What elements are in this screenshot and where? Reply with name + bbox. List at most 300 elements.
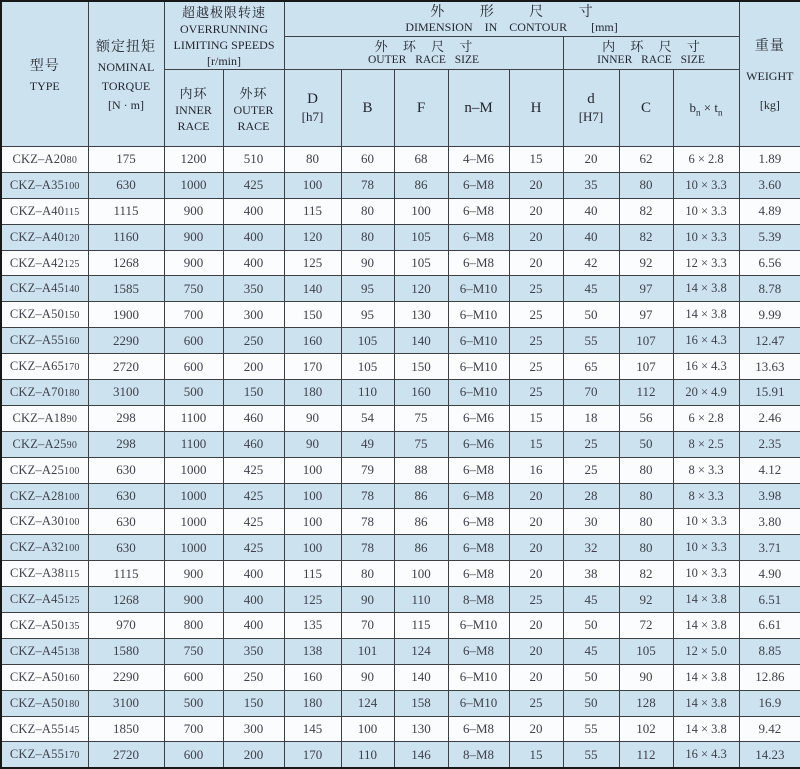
- type-sub: 145: [64, 724, 80, 736]
- cell-inner_speed: 1100: [164, 431, 223, 457]
- cell-bt: 20 × 4.9: [673, 380, 739, 406]
- cell-weight: 3.80: [739, 509, 800, 535]
- cell-F: 86: [394, 172, 448, 198]
- cell-H: 20: [509, 250, 563, 276]
- type-main: CKZ–A20: [12, 151, 67, 166]
- cell-torque: 1268: [88, 250, 164, 276]
- cell-bt: 8 × 3.3: [673, 483, 739, 509]
- cell-B: 79: [341, 457, 394, 483]
- cell-d: 38: [563, 561, 619, 587]
- cell-nM: 6–M10: [448, 690, 509, 716]
- cell-C: 107: [619, 354, 673, 380]
- cell-B: 90: [341, 250, 394, 276]
- type-main: CKZ–A32: [9, 540, 65, 555]
- cell-weight: 1.89: [739, 147, 800, 173]
- cell-torque: 1160: [88, 224, 164, 250]
- cell-F: 105: [394, 250, 448, 276]
- cell-nM: 6–M8: [448, 224, 509, 250]
- cell-C: 80: [619, 172, 673, 198]
- cell-C: 82: [619, 224, 673, 250]
- cell-D: 140: [284, 276, 341, 302]
- header-inner-race: [164, 70, 223, 147]
- cell-bt: 8 × 2.5: [673, 431, 739, 457]
- cell-torque: 630: [88, 535, 164, 561]
- cell-F: 75: [394, 431, 448, 457]
- cell-d: 20: [563, 147, 619, 173]
- cell-torque: 298: [88, 431, 164, 457]
- cell-type: [1, 457, 88, 483]
- cell-F: 130: [394, 302, 448, 328]
- type-main: CKZ–A45: [9, 281, 65, 296]
- type-sub: 125: [64, 595, 80, 607]
- type-sub: 100: [64, 491, 80, 503]
- cell-type: [1, 613, 88, 639]
- cell-d: 32: [563, 535, 619, 561]
- type-sub: 160: [64, 336, 80, 348]
- cell-type: [1, 250, 88, 276]
- cell-H: 20: [509, 535, 563, 561]
- cell-D: 120: [284, 224, 341, 250]
- cell-bt: 14 × 3.8: [673, 613, 739, 639]
- cell-F: 105: [394, 224, 448, 250]
- cell-d: 35: [563, 172, 619, 198]
- cell-F: 130: [394, 716, 448, 742]
- cell-bt: 14 × 3.8: [673, 276, 739, 302]
- cell-d: 40: [563, 198, 619, 224]
- cell-bt: 10 × 3.3: [673, 509, 739, 535]
- cell-C: 82: [619, 198, 673, 224]
- cell-weight: 16.9: [739, 690, 800, 716]
- cell-torque: 1268: [88, 587, 164, 613]
- cell-D: 145: [284, 716, 341, 742]
- cell-d: 70: [563, 380, 619, 406]
- header-type-zh: 型号: [29, 58, 60, 74]
- cell-outer_speed: 400: [223, 250, 284, 276]
- cell-F: 75: [394, 405, 448, 431]
- cell-weight: 9.99: [739, 302, 800, 328]
- cell-nM: 6–M6: [448, 405, 509, 431]
- cell-d: 45: [563, 587, 619, 613]
- cell-inner_speed: 500: [164, 690, 223, 716]
- type-main: CKZ–A30: [9, 514, 65, 529]
- cell-weight: 13.63: [739, 354, 800, 380]
- cell-H: 25: [509, 302, 563, 328]
- cell-F: 158: [394, 690, 448, 716]
- header-dimension-contour: [284, 1, 739, 37]
- cell-weight: 9.42: [739, 716, 800, 742]
- cell-inner_speed: 750: [164, 638, 223, 664]
- cell-type: [1, 328, 88, 354]
- cell-outer_speed: 425: [223, 457, 284, 483]
- cell-torque: 2290: [88, 664, 164, 690]
- header-weight-en: WEIGHT: [746, 69, 794, 83]
- cell-B: 101: [341, 638, 394, 664]
- cell-torque: 1900: [88, 302, 164, 328]
- cell-nM: 6–M10: [448, 380, 509, 406]
- cell-B: 95: [341, 276, 394, 302]
- cell-H: 25: [509, 380, 563, 406]
- cell-H: 25: [509, 276, 563, 302]
- type-main: CKZ–A55: [9, 721, 65, 736]
- cell-type: [1, 716, 88, 742]
- cell-inner_speed: 700: [164, 716, 223, 742]
- cell-C: 50: [619, 431, 673, 457]
- cell-D: 90: [284, 405, 341, 431]
- type-sub: 180: [64, 698, 80, 710]
- cell-weight: 2.35: [739, 431, 800, 457]
- cell-type: [1, 690, 88, 716]
- cell-D: 100: [284, 535, 341, 561]
- cell-weight: 12.86: [739, 664, 800, 690]
- header-weight-zh: 重量: [754, 39, 785, 54]
- cell-d: 55: [563, 328, 619, 354]
- cell-bt: 14 × 3.8: [673, 690, 739, 716]
- header-outer-race-en1: OUTER: [233, 102, 274, 117]
- type-sub: 160: [64, 672, 80, 684]
- cell-F: 86: [394, 509, 448, 535]
- cell-outer_speed: 200: [223, 742, 284, 768]
- table-row: [1, 664, 800, 690]
- cell-type: [1, 276, 88, 302]
- cell-C: 112: [619, 380, 673, 406]
- cell-bt: 6 × 2.8: [673, 147, 739, 173]
- cell-nM: 6–M10: [448, 302, 509, 328]
- header-dimension-en: DIMENSION IN CONTOUR [mm]: [405, 19, 618, 34]
- cell-outer_speed: 425: [223, 172, 284, 198]
- cell-D: 170: [284, 742, 341, 768]
- table-row: [1, 147, 800, 173]
- cell-inner_speed: 900: [164, 587, 223, 613]
- cell-nM: 6–M8: [448, 250, 509, 276]
- cell-B: 78: [341, 509, 394, 535]
- cell-inner_speed: 900: [164, 250, 223, 276]
- cell-outer_speed: 250: [223, 664, 284, 690]
- type-sub: 138: [64, 646, 80, 658]
- type-main: CKZ–A25: [12, 436, 67, 451]
- table-row: [1, 405, 800, 431]
- cell-outer_speed: 400: [223, 198, 284, 224]
- cell-D: 135: [284, 613, 341, 639]
- header-outer-size-zh: 外 环 尺 寸: [374, 38, 479, 54]
- cell-B: 70: [341, 613, 394, 639]
- cell-nM: 6–M8: [448, 509, 509, 535]
- cell-inner_speed: 900: [164, 561, 223, 587]
- cell-weight: 4.12: [739, 457, 800, 483]
- cell-B: 110: [341, 742, 394, 768]
- cell-inner_speed: 900: [164, 198, 223, 224]
- cell-type: [1, 354, 88, 380]
- cell-type: [1, 302, 88, 328]
- type-main: CKZ–A70: [9, 384, 65, 399]
- type-main: CKZ–A50: [9, 307, 65, 322]
- cell-nM: 6–M8: [448, 457, 509, 483]
- cell-bt: 10 × 3.3: [673, 535, 739, 561]
- type-main: CKZ–A45: [9, 592, 65, 607]
- cell-H: 20: [509, 613, 563, 639]
- cell-outer_speed: 400: [223, 224, 284, 250]
- header-dimension-unit: [mm]: [591, 19, 618, 34]
- type-main: CKZ–A25: [9, 462, 65, 477]
- type-main: CKZ–A38: [10, 566, 65, 581]
- cell-weight: 4.89: [739, 198, 800, 224]
- cell-H: 25: [509, 354, 563, 380]
- table-row: [1, 380, 800, 406]
- cell-inner_speed: 1000: [164, 535, 223, 561]
- cell-D: 160: [284, 664, 341, 690]
- header-nominal-torque: [88, 1, 164, 147]
- cell-d: 28: [563, 483, 619, 509]
- cell-inner_speed: 700: [164, 302, 223, 328]
- cell-bt: 6 × 2.8: [673, 405, 739, 431]
- cell-inner_speed: 600: [164, 742, 223, 768]
- table-row: [1, 354, 800, 380]
- header-torque-unit: [N · m]: [108, 97, 144, 112]
- cell-B: 54: [341, 405, 394, 431]
- cell-inner_speed: 1000: [164, 457, 223, 483]
- cell-outer_speed: 300: [223, 302, 284, 328]
- cell-type: [1, 535, 88, 561]
- cell-C: 80: [619, 535, 673, 561]
- cell-d: 55: [563, 742, 619, 768]
- header-inner-size-zh: 内 环 尺 寸: [602, 38, 706, 54]
- cell-F: 115: [394, 613, 448, 639]
- cell-H: 16: [509, 457, 563, 483]
- cell-H: 20: [509, 561, 563, 587]
- cell-outer_speed: 425: [223, 483, 284, 509]
- cell-H: 20: [509, 172, 563, 198]
- table-row: [1, 198, 800, 224]
- cell-H: 25: [509, 587, 563, 613]
- cell-torque: 2720: [88, 742, 164, 768]
- header-weight-unit: [kg]: [759, 98, 780, 112]
- cell-H: 20: [509, 716, 563, 742]
- cell-torque: 630: [88, 172, 164, 198]
- cell-d: 18: [563, 405, 619, 431]
- cell-F: 100: [394, 198, 448, 224]
- cell-bt: 16 × 4.3: [673, 742, 739, 768]
- type-sub: 100: [64, 180, 80, 192]
- header-col-F: F: [394, 70, 448, 147]
- cell-F: 86: [394, 483, 448, 509]
- cell-weight: 3.60: [739, 172, 800, 198]
- type-main: CKZ–A50: [9, 617, 65, 632]
- table-body: [1, 147, 800, 768]
- cell-weight: 8.78: [739, 276, 800, 302]
- cell-nM: 6–M8: [448, 716, 509, 742]
- cell-weight: 3.98: [739, 483, 800, 509]
- cell-F: 88: [394, 457, 448, 483]
- cell-D: 115: [284, 198, 341, 224]
- cell-bt: 14 × 3.8: [673, 716, 739, 742]
- cell-F: 100: [394, 561, 448, 587]
- cell-B: 100: [341, 716, 394, 742]
- cell-torque: 970: [88, 613, 164, 639]
- header-torque-zh: 额定扭矩: [96, 39, 156, 55]
- type-main: CKZ–A50: [9, 669, 65, 684]
- cell-D: 180: [284, 690, 341, 716]
- cell-weight: 5.39: [739, 224, 800, 250]
- cell-H: 15: [509, 147, 563, 173]
- type-sub: 150: [64, 310, 80, 322]
- cell-C: 97: [619, 302, 673, 328]
- cell-nM: 6–M8: [448, 172, 509, 198]
- cell-torque: 1115: [88, 561, 164, 587]
- cell-H: 20: [509, 664, 563, 690]
- cell-F: 110: [394, 587, 448, 613]
- table-row: [1, 613, 800, 639]
- cell-nM: 6–M6: [448, 431, 509, 457]
- cell-torque: 2290: [88, 328, 164, 354]
- header-overrun-unit: [r/min]: [207, 54, 241, 68]
- cell-C: 112: [619, 742, 673, 768]
- cell-H: 15: [509, 431, 563, 457]
- cell-B: 78: [341, 172, 394, 198]
- cell-torque: 1850: [88, 716, 164, 742]
- cell-weight: 4.90: [739, 561, 800, 587]
- cell-outer_speed: 510: [223, 147, 284, 173]
- type-sub: 140: [64, 284, 80, 296]
- cell-type: [1, 638, 88, 664]
- cell-outer_speed: 150: [223, 380, 284, 406]
- cell-type: [1, 380, 88, 406]
- cell-outer_speed: 300: [223, 716, 284, 742]
- cell-nM: 4–M6: [448, 147, 509, 173]
- cell-d: 42: [563, 250, 619, 276]
- header-col-C: C: [619, 70, 673, 147]
- header-col-B: B: [341, 70, 394, 147]
- cell-B: 49: [341, 431, 394, 457]
- table-row: [1, 483, 800, 509]
- type-main: CKZ–A65: [9, 359, 65, 374]
- cell-d: 65: [563, 354, 619, 380]
- cell-d: 45: [563, 276, 619, 302]
- cell-bt: 10 × 3.3: [673, 224, 739, 250]
- header-col-D: D [h7]: [284, 70, 341, 147]
- cell-outer_speed: 250: [223, 328, 284, 354]
- cell-outer_speed: 425: [223, 509, 284, 535]
- cell-C: 102: [619, 716, 673, 742]
- cell-D: 100: [284, 172, 341, 198]
- cell-D: 80: [284, 147, 341, 173]
- cell-bt: 10 × 3.3: [673, 172, 739, 198]
- type-main: CKZ–A42: [9, 255, 65, 270]
- cell-H: 20: [509, 198, 563, 224]
- cell-bt: 14 × 3.8: [673, 302, 739, 328]
- cell-C: 80: [619, 509, 673, 535]
- type-main: CKZ–A55: [9, 333, 65, 348]
- table-row: [1, 431, 800, 457]
- table-row: [1, 690, 800, 716]
- table-row: [1, 172, 800, 198]
- cell-C: 105: [619, 638, 673, 664]
- cell-torque: 1115: [88, 198, 164, 224]
- header-type: [1, 1, 88, 147]
- header-type-en: TYPE: [29, 78, 60, 93]
- cell-outer_speed: 400: [223, 587, 284, 613]
- type-sub: 80: [66, 154, 78, 166]
- cell-F: 68: [394, 147, 448, 173]
- type-main: CKZ–A50: [9, 695, 65, 710]
- cell-d: 40: [563, 224, 619, 250]
- cell-B: 78: [341, 535, 394, 561]
- cell-type: [1, 561, 88, 587]
- type-sub: 100: [64, 465, 80, 477]
- cell-inner_speed: 1100: [164, 405, 223, 431]
- cell-D: 150: [284, 302, 341, 328]
- cell-weight: 6.56: [739, 250, 800, 276]
- cell-d: 25: [563, 431, 619, 457]
- cell-H: 25: [509, 328, 563, 354]
- cell-H: 15: [509, 405, 563, 431]
- cell-type: [1, 147, 88, 173]
- cell-D: 160: [284, 328, 341, 354]
- cell-d: 25: [563, 457, 619, 483]
- type-sub: 170: [64, 362, 80, 374]
- cell-outer_speed: 350: [223, 276, 284, 302]
- cell-C: 72: [619, 613, 673, 639]
- cell-inner_speed: 600: [164, 664, 223, 690]
- header-weight: [739, 1, 800, 147]
- cell-inner_speed: 600: [164, 354, 223, 380]
- cell-nM: 6–M8: [448, 561, 509, 587]
- type-sub: 120: [64, 232, 80, 244]
- cell-type: [1, 664, 88, 690]
- cell-bt: 8 × 3.3: [673, 457, 739, 483]
- cell-bt: 14 × 3.8: [673, 587, 739, 613]
- header-outer-race-en2: RACE: [237, 118, 270, 133]
- cell-outer_speed: 425: [223, 535, 284, 561]
- cell-H: 15: [509, 742, 563, 768]
- cell-torque: 1585: [88, 276, 164, 302]
- cell-C: 82: [619, 561, 673, 587]
- header-inner-race-en1: INNER: [175, 102, 212, 117]
- cell-weight: 2.46: [739, 405, 800, 431]
- cell-nM: 8–M8: [448, 742, 509, 768]
- header-torque-en1: NOMINAL: [97, 59, 155, 74]
- cell-torque: 630: [88, 457, 164, 483]
- cell-type: [1, 198, 88, 224]
- cell-d: 45: [563, 638, 619, 664]
- cell-torque: 175: [88, 147, 164, 173]
- table-row: [1, 509, 800, 535]
- header-outer-race-size: [284, 37, 563, 70]
- cell-d: 50: [563, 302, 619, 328]
- type-sub: 135: [64, 620, 80, 632]
- cell-C: 80: [619, 483, 673, 509]
- header-inner-size-en: INNER RACE SIZE: [597, 53, 705, 66]
- cell-C: 97: [619, 276, 673, 302]
- cell-torque: 3100: [88, 690, 164, 716]
- type-main: CKZ–A40: [10, 203, 65, 218]
- type-main: CKZ–A35: [9, 177, 65, 192]
- header-overrun-en2: LIMITING SPEEDS: [173, 38, 275, 52]
- cell-F: 140: [394, 328, 448, 354]
- header-inner-race-zh: 内环: [179, 85, 208, 101]
- cell-C: 92: [619, 587, 673, 613]
- cell-nM: 6–M8: [448, 198, 509, 224]
- table-row: [1, 561, 800, 587]
- cell-D: 170: [284, 354, 341, 380]
- cell-d: 50: [563, 690, 619, 716]
- cell-B: 80: [341, 224, 394, 250]
- table-row: [1, 638, 800, 664]
- cell-B: 105: [341, 328, 394, 354]
- cell-B: 90: [341, 587, 394, 613]
- cell-F: 150: [394, 354, 448, 380]
- cell-torque: 3100: [88, 380, 164, 406]
- header-col-bt: $b_n \times t_n$: [673, 70, 739, 147]
- cell-type: [1, 587, 88, 613]
